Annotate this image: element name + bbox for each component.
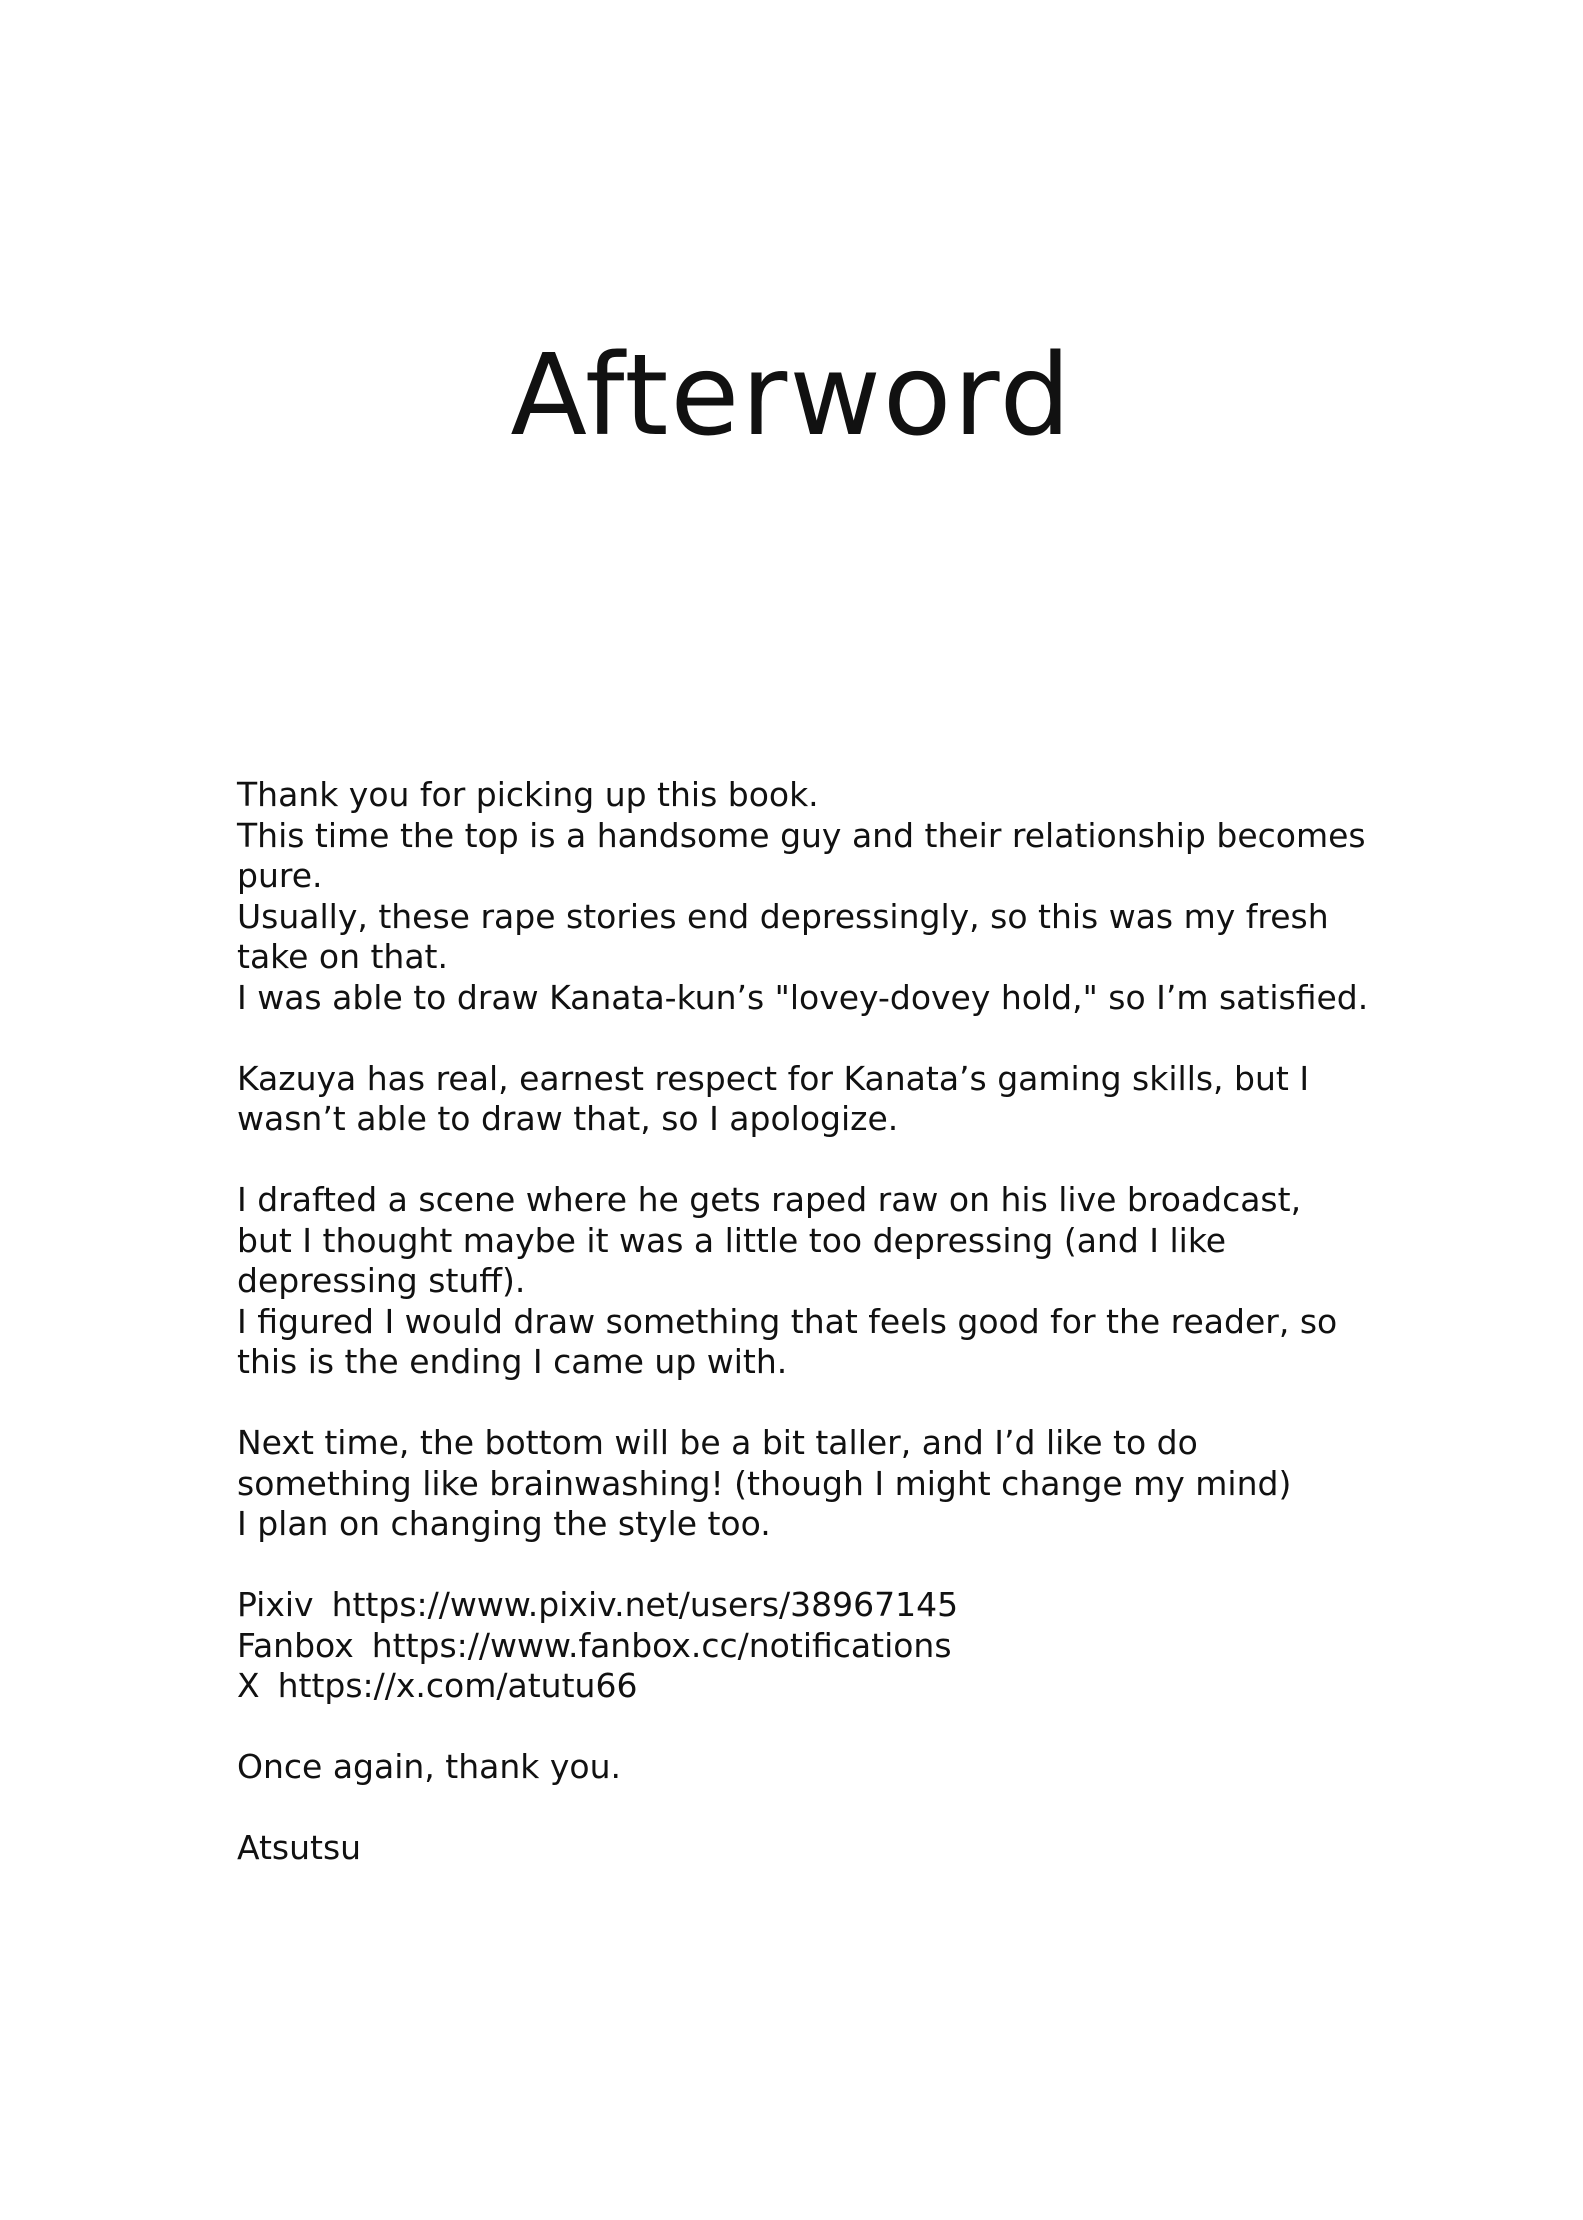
text-line: Kazuya has real, earnest respect for Kanata’s gaming skills, but I	[237, 1058, 1310, 1098]
text-line: This time the top is a handsome guy and their relationship becomes	[237, 815, 1366, 855]
text-line: Next time, the bottom will be a bit taller, and I’d like to do	[237, 1423, 1198, 1462]
page-title: Afterword	[510, 331, 1073, 461]
text-line: I plan on changing the style too.	[237, 1504, 771, 1543]
text-line: pure.	[237, 856, 323, 895]
text-line: Usually, these rape stories end depressingly, so this was my fresh	[237, 896, 1329, 936]
afterword-body	[237, 775, 1377, 1869]
link-label: Fanbox	[237, 1625, 354, 1665]
link-label: X	[237, 1666, 260, 1705]
text-line: but I thought maybe it was a little too depressing (and I like	[237, 1220, 1227, 1260]
text-line: wasn’t able to draw that, so I apologize.	[237, 1099, 899, 1138]
closing-line: Once again, thank you.	[237, 1747, 621, 1786]
paragraph-gap	[237, 1545, 1377, 1586]
text-line: I was able to draw Kanata-kun’s "lovey-dovey hold," so I’m satisfied.	[237, 977, 1369, 1017]
text-line: this is the ending I came up with.	[237, 1342, 788, 1381]
paragraph-gap	[237, 1788, 1377, 1829]
fanbox-link[interactable]: https://www.fanbox.cc/notifications	[371, 1625, 952, 1665]
paragraph-gap	[237, 1383, 1377, 1424]
paragraph-apology	[237, 1059, 1377, 1140]
paragraph-gap	[237, 1140, 1377, 1181]
text-line: I figured I would draw something that feels good for the reader, so	[237, 1301, 1338, 1341]
link-row-pixiv	[237, 1585, 1377, 1626]
text-line: depressing stuff).	[237, 1261, 526, 1300]
link-row-fanbox	[237, 1626, 1377, 1667]
text-line: I drafted a scene where he gets raped raw on his live broadcast,	[237, 1180, 1302, 1219]
paragraph-next-time	[237, 1423, 1377, 1545]
paragraph-ending	[237, 1180, 1377, 1383]
paragraph-gap	[237, 1018, 1377, 1059]
social-links	[237, 1585, 1377, 1707]
text-line: take on that.	[237, 937, 448, 976]
x-link[interactable]: https://x.com/atutu66	[277, 1666, 638, 1705]
link-row-x	[237, 1666, 1377, 1707]
link-label: Pixiv	[237, 1585, 314, 1624]
author-signature: Atsutsu	[237, 1828, 362, 1867]
text-line: something like brainwashing! (though I might change my mind)	[237, 1463, 1292, 1503]
text-line: Thank you for picking up this book.	[237, 775, 819, 814]
paragraph-thanks	[237, 775, 1377, 1018]
pixiv-link[interactable]: https://www.pixiv.net/users/38967145	[331, 1585, 959, 1624]
paragraph-gap	[237, 1707, 1377, 1748]
